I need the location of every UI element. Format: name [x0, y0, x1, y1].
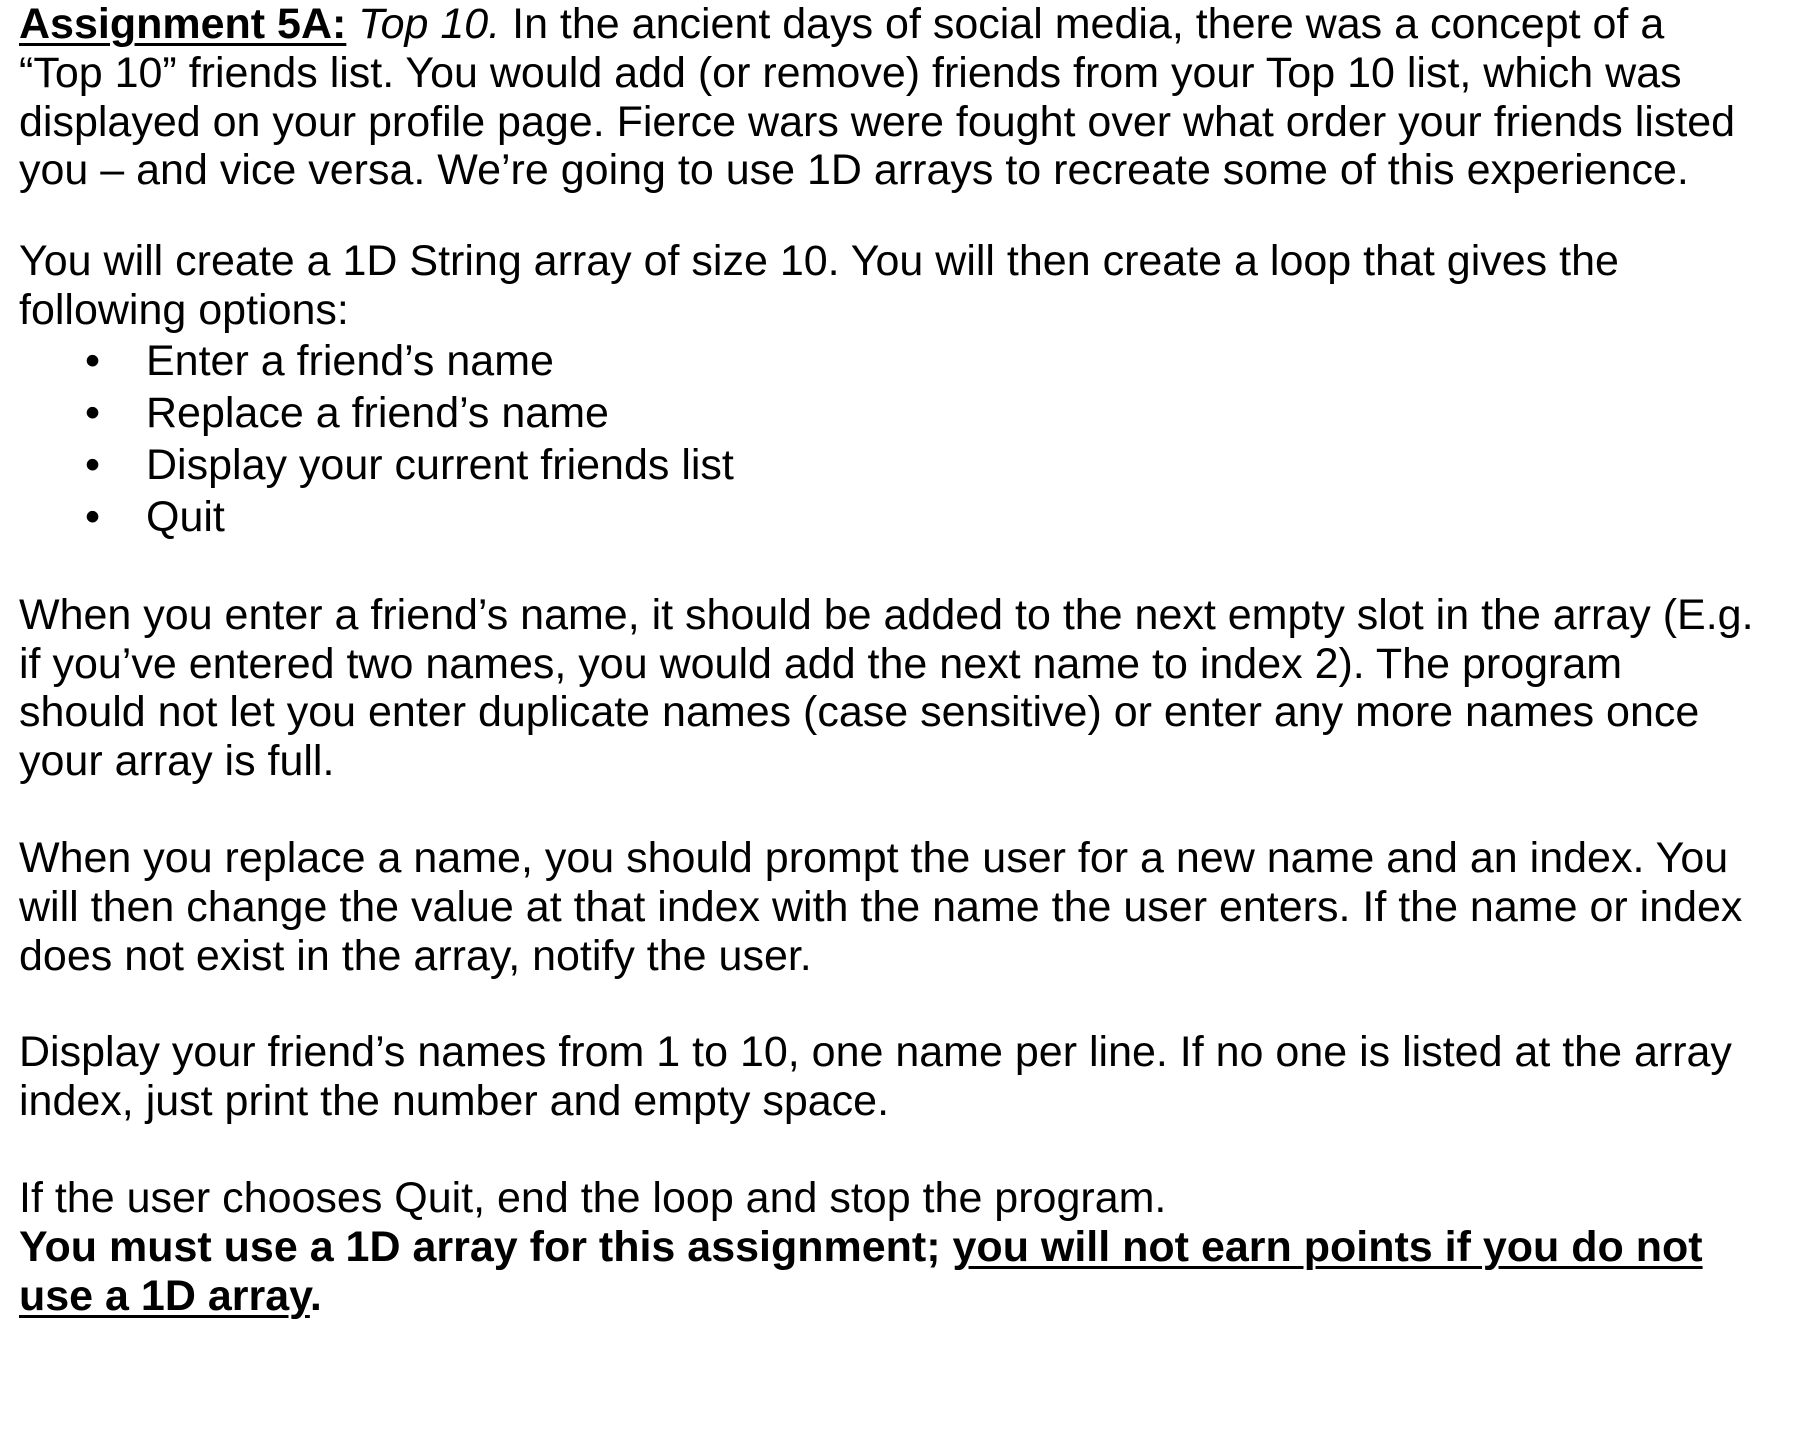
options-intro: You will create a 1D String array of size 10. You will then create a loop that gives the following options: [19, 237, 1619, 334]
option-label: Quit [146, 492, 225, 541]
option-label: Display your current friends list [146, 440, 734, 489]
intro-paragraph [19, 0, 1759, 195]
list-item [19, 335, 1759, 387]
bullet-icon: • [85, 388, 101, 437]
intro-text: In the ancient days of social media, there was a concept of a “Top 10” friends list. You would add (or remove) friends from your Top 10 list, which was displayed on your profile page. Fierce wars were fought over what order your friends listed you – and vice versa. We’re going to use 1D arrays to recreate some of this experience. [19, 0, 1736, 195]
options-list [19, 335, 1759, 543]
option-label: Enter a friend’s name [146, 336, 554, 385]
quit-paragraph: If the user chooses Quit, end the loop and stop the program. [19, 1173, 1167, 1222]
assignment-title: Top 10. [358, 0, 501, 48]
list-item [19, 439, 1759, 491]
list-item [19, 491, 1759, 543]
bullet-icon: • [85, 336, 101, 385]
requirement-underlined-text: you will not earn points if you do not use a 1D array [19, 1222, 1703, 1320]
bullet-icon: • [85, 492, 101, 541]
requirement-ending: . [309, 1271, 322, 1320]
assignment-label: Assignment 5A: [19, 0, 347, 48]
requirement-bold-text: You must use a 1D array for this assignment; [19, 1222, 953, 1271]
bullet-icon: • [85, 440, 101, 489]
enter-name-paragraph: When you enter a friend’s name, it should be added to the next empty slot in the array (E.g. if you’ve entered two names, you would add the next name to index 2). The program should not let you enter duplicate names (case sensitive) or enter any more names once your array is full. [19, 590, 1754, 786]
replace-name-paragraph: When you replace a name, you should prompt the user for a new name and an index. You will then change the value at that index with the name the user enters. If the name or index does not exist in the array, notify the user. [19, 833, 1743, 980]
list-item [19, 387, 1759, 439]
option-label: Replace a friend’s name [146, 388, 609, 437]
assignment-document [19, 0, 1759, 1320]
requirement-paragraph [19, 1223, 1759, 1321]
display-list-paragraph: Display your friend’s names from 1 to 10, one name per line. If no one is listed at the array index, just print the number and empty space. [19, 1028, 1732, 1126]
